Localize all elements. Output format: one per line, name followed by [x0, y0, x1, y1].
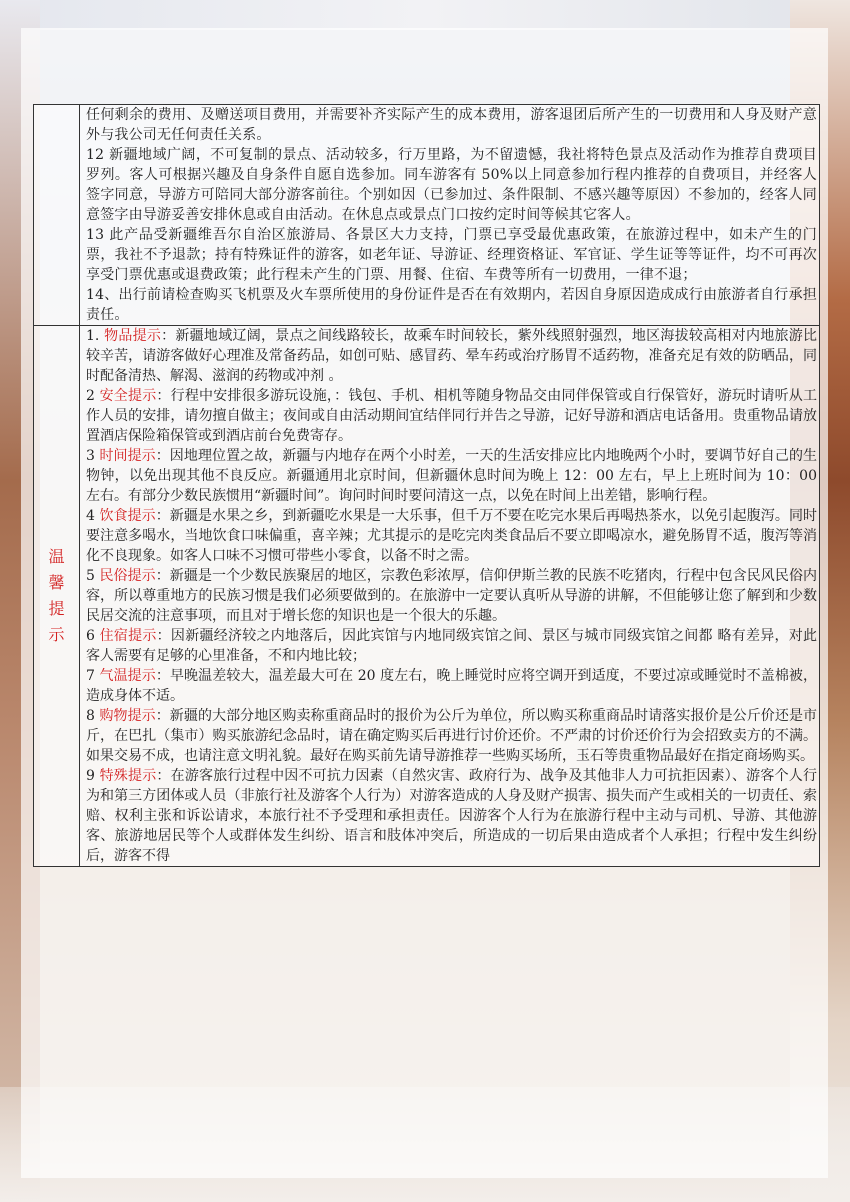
- tip-title: 住宿提示: [99, 628, 157, 644]
- terms-paragraph-14: 14、出行前请检查购买飞机票及火车票所使用的身份证件是否在有效期内，若因自身原因造成成行由旅游者自行承担责任。: [86, 287, 817, 323]
- tip-item-lodging: 6 住宿提示：因新疆经济较之内地落后，因此宾馆与内地同级宾馆之间、景区与城市同级宾馆之间都 略有差异，对此客人需要有足够的心里准备，不和内地比较；: [86, 628, 818, 664]
- tip-title: 物品提示: [104, 328, 162, 344]
- tip-item-special: 9 特殊提示：在游客旅行过程中因不可抗力因素（自然灾害、政府行为、战争及其他非人力可抗拒因素）、游客个人行为和第三方团体或人员（非旅行社及游客个人行为）对游客造成的人身及财产损害、损失而产生或相关的一切责任、索赔、权利主张和诉讼请求，本旅行社不予受理和承担责任。因游客个人行为在旅游行程中主动与司机、导游、其他游客、旅游地居民等个人或群体发生纠纷、语言和肢体冲突后，所造成的一切后果由造成者个人承担；行程中发生纠纷后，游客不得: [86, 768, 818, 864]
- tip-title: 特殊提示: [99, 768, 157, 784]
- tip-item-safety: 2 安全提示：行程中安排很多游玩设施，：钱包、手机、相机等随身物品交由同伴保管或自行保管好，游玩时请听从工作人员的安排，请勿擅自做主；夜间或自由活动期间宜结伴同行并告之导游，记好导游和酒店电话备用。贵重物品请放置酒店保险箱保管或到酒店前台免费寄存。: [86, 388, 818, 444]
- terms-paragraph-1: 任何剩余的费用、及赠送项目费用，并需要补齐实际产生的成本费用，游客退团后所产生的一切费用和人身及财产意外与我公司无任何责任关系。: [86, 107, 817, 143]
- tip-item-food: 4 饮食提示：新疆是水果之乡，到新疆吃水果是一大乐事，但千万不要在吃完水果后再喝热茶水，以免引起腹泻。同时要注意多喝水，当地饮食口味偏重，喜辛辣；尤其提示的是吃完肉类食品后不要立即喝凉水，避免肠胃不适，腹泻等消化不良现象。如客人口味不习惯可带些小零食，以备不时之需。: [86, 508, 818, 564]
- row-label-tips: [34, 326, 80, 867]
- tip-item-customs: 5 民俗提示：新疆是一个少数民族聚居的地区，宗教色彩浓厚，信仰伊斯兰教的民族不吃猪肉，行程中包含民风民俗内容，所以尊重地方的民族习惯是我们必须要做到的。在旅游中一定要认真听从导游的讲解，不但能够让您了解到和少数民居交流的注意事项，而且对于增长您的知识也是一个很大的乐趣。: [86, 568, 818, 624]
- terms-text-cell: [80, 105, 820, 326]
- terms-paragraph-13: 13 此产品受新疆维吾尔自治区旅游局、各景区大力支持，门票已享受最优惠政策，在旅游过程中，如未产生的门票，我社不予退款；持有特殊证件的游客，如老年证、导游证、经理资格证、军官证、学生证等等证件，均不可再次享受门票优惠或退费政策；此行程未产生的门票、用餐、住宿、车费等所有一切费用，一律不退；: [86, 227, 817, 283]
- table-row-tips: [34, 326, 820, 867]
- row-label-terms: [34, 105, 80, 326]
- tip-title: 民俗提示: [99, 568, 156, 584]
- tip-title: 气温提示: [99, 668, 156, 684]
- tip-title: 时间提示: [99, 448, 156, 464]
- terms-paragraph-12: 12 新疆地域广阔，不可复制的景点、活动较多，行万里路，为不留遗憾，我社将特色景点及活动作为推荐自费项目罗列。客人可根据兴趣及自身条件自愿自选参加。同车游客有 50%以上同意参加行程内推荐的自费项目，并经客人签字同意，导游方可陪同大部分游客前往。个别如因（已参加过、条件限制、不感兴趣等原因）不参加的，经客人同意签字由导游妥善安排休息或自由活动。在休息点或景点门口按约定时间等候其它客人。: [86, 147, 817, 223]
- background-top-band: [0, 0, 850, 30]
- tip-item-time: 3 时间提示：因地理位置之故，新疆与内地存在两个小时差，一天的生活安排应比内地晚两个小时，要调节好自己的生物钟，以免出现其他不良反应。新疆通用北京时间，但新疆休息时间为晚上 12：00 左右，早上上班时间为 10：00 左右。有部分少数民族惯用“新疆时间”。询问时间时要问清这一点，以免在时间上出差错，影响行程。: [86, 448, 818, 504]
- tips-text-cell: [80, 326, 820, 867]
- tip-title: 饮食提示: [99, 508, 156, 524]
- tip-item-shopping: 8 购物提示：新疆的大部分地区购卖称重商品时的报价为公斤为单位，所以购买称重商品时请落实报价是公斤价还是市斤，在巴扎（集市）购买旅游纪念品时，请在确定购买后再进行讨价还价。不严肃的讨价还价行为会招致卖方的不满。如果交易不成，也请注意文明礼貌。最好在购买前先请导游推荐一些购买场所，玉石等贵重物品最好在指定商场购买。: [86, 708, 818, 764]
- tips-label: 温馨提示: [48, 547, 65, 644]
- tip-item-goods: 1. 物品提示：新疆地域辽阔，景点之间线路较长，故乘车时间较长，紫外线照射强烈，地区海拔较高相对内地旅游比较辛苦，请游客做好心理准及常备药品，如创可贴、感冒药、晕车药或治疗肠胃不适药物，准备充足有效的防晒品，同时配备清热、解渴、滋润的药物或冲剂 。: [86, 328, 818, 384]
- tip-item-temperature: 7 气温提示：早晚温差较大，温差最大可在 20 度左右，晚上睡觉时应将空调开到适度，不要过凉或睡觉时不盖棉被，造成身体不适。: [86, 668, 818, 704]
- tip-title: 购物提示: [99, 708, 156, 724]
- itinerary-notes-table: [33, 104, 820, 867]
- tip-title: 安全提示: [99, 388, 157, 404]
- table-row-terms: [34, 105, 820, 326]
